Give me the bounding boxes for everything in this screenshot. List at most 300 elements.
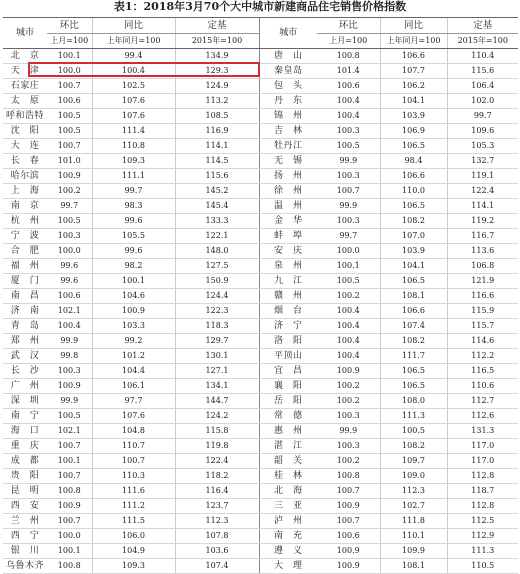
- right-base-cell: 110.6: [447, 379, 518, 394]
- right-mom-cell: 100.9: [317, 364, 380, 379]
- table-row: [3, 349, 518, 364]
- left-base-cell: 107.4: [175, 559, 259, 574]
- left-city-cell: 兰 州: [3, 514, 47, 529]
- right-mom-cell: 99.9: [317, 424, 380, 439]
- left-city-cell: 上 海: [3, 184, 47, 199]
- right-city-cell: 平顶山: [259, 349, 317, 364]
- right-yoy-cell: 108.1: [380, 289, 447, 304]
- right-mom-cell: 100.0: [317, 244, 380, 259]
- right-base-cell: 121.9: [447, 274, 518, 289]
- left-base-cell: 113.2: [175, 94, 259, 109]
- left-mom-cell: 101.0: [47, 154, 92, 169]
- left-city-cell: 南 宁: [3, 409, 47, 424]
- right-yoy-cell: 102.7: [380, 499, 447, 514]
- left-mom-cell: 100.2: [47, 184, 92, 199]
- left-mom-cell: 100.6: [47, 289, 92, 304]
- left-mom-cell: 100.8: [47, 484, 92, 499]
- left-city-cell: 银 川: [3, 544, 47, 559]
- left-mom-cell: 100.0: [47, 529, 92, 544]
- left-city-cell: 宁 波: [3, 229, 47, 244]
- right-base-cell: 112.8: [447, 499, 518, 514]
- left-base-cell: 150.9: [175, 274, 259, 289]
- right-base-cell: 110.5: [447, 559, 518, 574]
- right-mom-cell: 100.4: [317, 319, 380, 334]
- left-mom-cell: 99.9: [47, 334, 92, 349]
- right-mom-cell: 100.3: [317, 439, 380, 454]
- right-base-cell: 110.4: [447, 49, 518, 64]
- right-city-cell: 牡丹江: [259, 139, 317, 154]
- right-base-cell: 105.3: [447, 139, 518, 154]
- left-yoy-cell: 101.2: [92, 349, 175, 364]
- right-yoy-cell: 98.4: [380, 154, 447, 169]
- left-mom-cell: 100.7: [47, 439, 92, 454]
- right-yoy-cell: 108.2: [380, 439, 447, 454]
- right-base-cell: 112.8: [447, 469, 518, 484]
- left-mom-cell: 100.7: [47, 469, 92, 484]
- right-yoy-cell: 107.0: [380, 229, 447, 244]
- left-base-cell: 124.9: [175, 79, 259, 94]
- left-base-cell: 127.1: [175, 364, 259, 379]
- right-base-cell: 99.7: [447, 109, 518, 124]
- left-mom-cell: 100.6: [47, 94, 92, 109]
- table-row: [3, 499, 518, 514]
- fixed-base-right: 2015年=100: [447, 34, 518, 49]
- right-yoy-cell: 111.7: [380, 349, 447, 364]
- left-mom-cell: 99.9: [47, 394, 92, 409]
- table-row: [3, 409, 518, 424]
- right-city-cell: 桂 林: [259, 469, 317, 484]
- right-city-cell: 蚌 埠: [259, 229, 317, 244]
- left-base-cell: 130.1: [175, 349, 259, 364]
- left-yoy-cell: 109.3: [92, 559, 175, 574]
- right-city-cell: 锦 州: [259, 109, 317, 124]
- right-city-cell: 三 亚: [259, 499, 317, 514]
- table-row: [3, 514, 518, 529]
- right-city-cell: 泸 州: [259, 514, 317, 529]
- left-city-cell: 南 昌: [3, 289, 47, 304]
- table-row: [3, 544, 518, 559]
- right-base-cell: 102.0: [447, 94, 518, 109]
- right-yoy-cell: 106.5: [380, 139, 447, 154]
- table-row: [3, 529, 518, 544]
- table-row: [3, 304, 518, 319]
- right-city-cell: 秦皇岛: [259, 64, 317, 79]
- right-mom-cell: 100.2: [317, 379, 380, 394]
- left-yoy-cell: 100.4: [92, 64, 175, 79]
- table-row: [3, 214, 518, 229]
- left-yoy-cell: 102.5: [92, 79, 175, 94]
- right-yoy-cell: 109.7: [380, 454, 447, 469]
- left-base-cell: 134.9: [175, 49, 259, 64]
- right-base-cell: 114.1: [447, 199, 518, 214]
- table-row: [3, 199, 518, 214]
- yoy-base-left: 上年同月=100: [92, 34, 175, 49]
- left-city-cell: 西 安: [3, 499, 47, 514]
- left-base-cell: 114.1: [175, 139, 259, 154]
- left-yoy-cell: 99.2: [92, 334, 175, 349]
- right-mom-cell: 100.7: [317, 514, 380, 529]
- right-city-cell: 济 宁: [259, 319, 317, 334]
- table-row: [3, 334, 518, 349]
- left-city-cell: 济 南: [3, 304, 47, 319]
- right-base-cell: 117.0: [447, 454, 518, 469]
- right-base-cell: 112.9: [447, 529, 518, 544]
- table-row: [3, 244, 518, 259]
- left-base-cell: 116.4: [175, 484, 259, 499]
- table-row: [3, 439, 518, 454]
- right-base-cell: 106.4: [447, 79, 518, 94]
- right-mom-cell: 100.5: [317, 274, 380, 289]
- left-base-cell: 124.2: [175, 409, 259, 424]
- left-yoy-cell: 98.3: [92, 199, 175, 214]
- left-city-cell: 乌鲁木齐: [3, 559, 47, 574]
- left-city-cell: 成 都: [3, 454, 47, 469]
- left-base-cell: 122.3: [175, 304, 259, 319]
- table-body: [3, 49, 518, 574]
- left-yoy-cell: 99.6: [92, 244, 175, 259]
- left-yoy-cell: 104.4: [92, 364, 175, 379]
- right-city-cell: 洛 阳: [259, 334, 317, 349]
- left-yoy-cell: 100.9: [92, 304, 175, 319]
- right-base-cell: 118.7: [447, 484, 518, 499]
- right-mom-cell: 100.4: [317, 349, 380, 364]
- left-mom-cell: 100.9: [47, 499, 92, 514]
- right-city-cell: 常 德: [259, 409, 317, 424]
- left-base-cell: 118.3: [175, 319, 259, 334]
- right-city-cell: 韶 关: [259, 454, 317, 469]
- right-city-cell: 北 海: [259, 484, 317, 499]
- right-mom-cell: 100.3: [317, 169, 380, 184]
- right-base-cell: 106.8: [447, 259, 518, 274]
- left-mom-cell: 100.4: [47, 319, 92, 334]
- left-mom-cell: 100.3: [47, 364, 92, 379]
- left-yoy-cell: 111.2: [92, 499, 175, 514]
- right-yoy-cell: 104.1: [380, 259, 447, 274]
- left-mom-cell: 99.6: [47, 259, 92, 274]
- left-base-cell: 122.4: [175, 454, 259, 469]
- table-row: [3, 379, 518, 394]
- left-mom-cell: 102.1: [47, 424, 92, 439]
- right-yoy-cell: 106.9: [380, 124, 447, 139]
- left-city-cell: 贵 阳: [3, 469, 47, 484]
- table-row: [3, 229, 518, 244]
- right-base-cell: 116.7: [447, 229, 518, 244]
- right-mom-cell: 100.3: [317, 124, 380, 139]
- right-yoy-cell: 109.0: [380, 469, 447, 484]
- left-base-cell: 127.5: [175, 259, 259, 274]
- right-city-cell: 温 州: [259, 199, 317, 214]
- table-row: [3, 94, 518, 109]
- mom-header-left: 环比: [47, 18, 92, 34]
- left-yoy-cell: 109.3: [92, 154, 175, 169]
- right-yoy-cell: 106.5: [380, 379, 447, 394]
- right-base-cell: 117.0: [447, 439, 518, 454]
- right-city-cell: 包 头: [259, 79, 317, 94]
- left-city-cell: 厦 门: [3, 274, 47, 289]
- left-city-cell: 石家庄: [3, 79, 47, 94]
- right-yoy-cell: 104.1: [380, 94, 447, 109]
- right-mom-cell: 100.6: [317, 79, 380, 94]
- left-base-cell: 145.4: [175, 199, 259, 214]
- left-yoy-cell: 100.1: [92, 274, 175, 289]
- left-city-cell: 重 庆: [3, 439, 47, 454]
- right-city-cell: 金 华: [259, 214, 317, 229]
- left-city-cell: 北 京: [3, 49, 47, 64]
- highlight-box: [28, 62, 260, 77]
- right-yoy-cell: 109.9: [380, 544, 447, 559]
- left-yoy-cell: 104.8: [92, 424, 175, 439]
- left-yoy-cell: 104.6: [92, 289, 175, 304]
- right-base-cell: 116.5: [447, 364, 518, 379]
- right-mom-cell: 100.8: [317, 469, 380, 484]
- right-mom-cell: 100.7: [317, 184, 380, 199]
- left-mom-cell: 100.0: [47, 244, 92, 259]
- left-mom-cell: 102.1: [47, 304, 92, 319]
- table-row: [3, 559, 518, 574]
- right-yoy-cell: 111.3: [380, 409, 447, 424]
- right-yoy-cell: 108.2: [380, 334, 447, 349]
- left-mom-cell: 100.9: [47, 169, 92, 184]
- right-yoy-cell: 106.5: [380, 364, 447, 379]
- table-row: [3, 124, 518, 139]
- right-city-cell: 扬 州: [259, 169, 317, 184]
- right-city-cell: 遵 义: [259, 544, 317, 559]
- left-city-cell: 青 岛: [3, 319, 47, 334]
- left-mom-cell: 99.8: [47, 349, 92, 364]
- right-base-cell: 132.7: [447, 154, 518, 169]
- left-yoy-cell: 103.3: [92, 319, 175, 334]
- right-yoy-cell: 106.6: [380, 304, 447, 319]
- right-yoy-cell: 108.2: [380, 214, 447, 229]
- right-base-cell: 119.1: [447, 169, 518, 184]
- left-city-cell: 广 州: [3, 379, 47, 394]
- left-yoy-cell: 98.2: [92, 259, 175, 274]
- table-row: [3, 394, 518, 409]
- right-yoy-cell: 106.5: [380, 199, 447, 214]
- right-city-cell: 湛 江: [259, 439, 317, 454]
- left-yoy-cell: 99.4: [92, 49, 175, 64]
- left-base-cell: 119.8: [175, 439, 259, 454]
- left-mom-cell: 100.3: [47, 229, 92, 244]
- left-base-cell: 115.8: [175, 424, 259, 439]
- left-city-cell: 南 京: [3, 199, 47, 214]
- right-city-cell: 岳 阳: [259, 394, 317, 409]
- right-base-cell: 115.7: [447, 319, 518, 334]
- right-city-cell: 宜 昌: [259, 364, 317, 379]
- table-row: [3, 169, 518, 184]
- left-yoy-cell: 111.6: [92, 484, 175, 499]
- left-base-cell: 122.1: [175, 229, 259, 244]
- left-base-cell: 116.9: [175, 124, 259, 139]
- left-yoy-cell: 106.1: [92, 379, 175, 394]
- right-mom-cell: 100.2: [317, 289, 380, 304]
- left-city-cell: 杭 州: [3, 214, 47, 229]
- right-yoy-cell: 106.6: [380, 49, 447, 64]
- right-city-cell: 无 锡: [259, 154, 317, 169]
- left-city-cell: 西 宁: [3, 529, 47, 544]
- left-base-cell: 148.0: [175, 244, 259, 259]
- left-city-cell: 沈 阳: [3, 124, 47, 139]
- left-mom-cell: 99.6: [47, 274, 92, 289]
- left-mom-cell: 100.5: [47, 409, 92, 424]
- left-base-cell: 144.7: [175, 394, 259, 409]
- table-row: [3, 154, 518, 169]
- left-city-cell: 海 口: [3, 424, 47, 439]
- right-base-cell: 112.5: [447, 514, 518, 529]
- right-mom-cell: 100.8: [317, 49, 380, 64]
- left-yoy-cell: 99.7: [92, 184, 175, 199]
- left-yoy-cell: 107.6: [92, 409, 175, 424]
- left-yoy-cell: 110.3: [92, 469, 175, 484]
- right-city-cell: 安 庆: [259, 244, 317, 259]
- right-mom-cell: 100.9: [317, 544, 380, 559]
- city-header-right: 城市: [259, 18, 317, 49]
- left-mom-cell: 100.8: [47, 559, 92, 574]
- left-yoy-cell: 107.6: [92, 109, 175, 124]
- left-base-cell: 103.6: [175, 544, 259, 559]
- table-row: [3, 274, 518, 289]
- left-city-cell: 天 津: [3, 64, 47, 79]
- right-city-cell: 徐 州: [259, 184, 317, 199]
- left-mom-cell: 100.0: [47, 64, 92, 79]
- right-base-cell: 114.6: [447, 334, 518, 349]
- left-yoy-cell: 111.1: [92, 169, 175, 184]
- left-mom-cell: 100.5: [47, 124, 92, 139]
- right-mom-cell: 100.4: [317, 94, 380, 109]
- left-yoy-cell: 111.5: [92, 514, 175, 529]
- table-row: [3, 139, 518, 154]
- left-mom-cell: 100.7: [47, 139, 92, 154]
- fixed-base-left: 2015年=100: [175, 34, 259, 49]
- left-yoy-cell: 105.5: [92, 229, 175, 244]
- right-mom-cell: 100.9: [317, 559, 380, 574]
- right-yoy-cell: 100.5: [380, 424, 447, 439]
- left-city-cell: 长 沙: [3, 364, 47, 379]
- right-city-cell: 惠 州: [259, 424, 317, 439]
- table-row: [3, 184, 518, 199]
- table-title: 表1：2018年3月70个大中城市新建商品住宅销售价格指数: [113, 0, 407, 13]
- table-row: [3, 109, 518, 124]
- right-yoy-cell: 112.3: [380, 484, 447, 499]
- right-yoy-cell: 103.9: [380, 244, 447, 259]
- left-yoy-cell: 107.6: [92, 94, 175, 109]
- right-yoy-cell: 108.1: [380, 559, 447, 574]
- table-row: [3, 79, 518, 94]
- left-city-cell: 深 圳: [3, 394, 47, 409]
- right-mom-cell: 100.7: [317, 484, 380, 499]
- right-mom-cell: 99.9: [317, 154, 380, 169]
- right-mom-cell: 100.3: [317, 409, 380, 424]
- left-base-cell: 129.7: [175, 334, 259, 349]
- table-row: [3, 484, 518, 499]
- left-mom-cell: 99.7: [47, 199, 92, 214]
- right-mom-cell: 100.1: [317, 259, 380, 274]
- table-row: [3, 454, 518, 469]
- right-yoy-cell: 108.0: [380, 394, 447, 409]
- yoy-base-right: 上年同月=100: [380, 34, 447, 49]
- left-mom-cell: 100.7: [47, 514, 92, 529]
- right-base-cell: 112.6: [447, 409, 518, 424]
- left-yoy-cell: 104.9: [92, 544, 175, 559]
- right-mom-cell: 99.9: [317, 199, 380, 214]
- right-base-cell: 115.6: [447, 64, 518, 79]
- right-mom-cell: 100.3: [317, 214, 380, 229]
- left-mom-cell: 100.9: [47, 379, 92, 394]
- left-city-cell: 合 肥: [3, 244, 47, 259]
- left-base-cell: 118.2: [175, 469, 259, 484]
- right-base-cell: 112.7: [447, 394, 518, 409]
- mom-base-right: 上月=100: [317, 34, 380, 49]
- left-base-cell: 108.5: [175, 109, 259, 124]
- left-base-cell: 114.5: [175, 154, 259, 169]
- left-city-cell: 福 州: [3, 259, 47, 274]
- right-yoy-cell: 106.5: [380, 274, 447, 289]
- right-mom-cell: 100.2: [317, 454, 380, 469]
- table-row: [3, 364, 518, 379]
- right-base-cell: 112.2: [447, 349, 518, 364]
- left-mom-cell: 100.5: [47, 109, 92, 124]
- table-row: [3, 259, 518, 274]
- left-yoy-cell: 110.7: [92, 439, 175, 454]
- right-base-cell: 111.3: [447, 544, 518, 559]
- left-mom-cell: 100.1: [47, 49, 92, 64]
- left-base-cell: 123.7: [175, 499, 259, 514]
- left-city-cell: 武 汉: [3, 349, 47, 364]
- right-base-cell: 119.2: [447, 214, 518, 229]
- base-header-right: 定基: [447, 18, 518, 34]
- right-yoy-cell: 106.2: [380, 79, 447, 94]
- left-mom-cell: 100.1: [47, 544, 92, 559]
- right-mom-cell: 99.7: [317, 229, 380, 244]
- price-index-table: [3, 17, 518, 574]
- right-yoy-cell: 107.7: [380, 64, 447, 79]
- left-city-cell: 太 原: [3, 94, 47, 109]
- table-row: [3, 424, 518, 439]
- right-city-cell: 南 充: [259, 529, 317, 544]
- left-base-cell: 134.1: [175, 379, 259, 394]
- left-mom-cell: 100.7: [47, 79, 92, 94]
- left-yoy-cell: 97.7: [92, 394, 175, 409]
- right-city-cell: 吉 林: [259, 124, 317, 139]
- left-city-cell: 大 连: [3, 139, 47, 154]
- right-mom-cell: 100.6: [317, 529, 380, 544]
- right-city-cell: 大 理: [259, 559, 317, 574]
- right-yoy-cell: 106.6: [380, 169, 447, 184]
- left-yoy-cell: 106.0: [92, 529, 175, 544]
- right-mom-cell: 100.4: [317, 334, 380, 349]
- right-yoy-cell: 110.1: [380, 529, 447, 544]
- right-mom-cell: 100.4: [317, 304, 380, 319]
- yoy-header-right: 同比: [380, 18, 447, 34]
- yoy-header-left: 同比: [92, 18, 175, 34]
- right-mom-cell: 101.4: [317, 64, 380, 79]
- mom-header-right: 环比: [317, 18, 380, 34]
- table-row: [3, 289, 518, 304]
- right-base-cell: 113.6: [447, 244, 518, 259]
- left-base-cell: 133.3: [175, 214, 259, 229]
- right-base-cell: 109.6: [447, 124, 518, 139]
- right-base-cell: 115.9: [447, 304, 518, 319]
- left-base-cell: 145.2: [175, 184, 259, 199]
- left-yoy-cell: 111.4: [92, 124, 175, 139]
- right-base-cell: 131.3: [447, 424, 518, 439]
- left-yoy-cell: 99.6: [92, 214, 175, 229]
- left-base-cell: 115.6: [175, 169, 259, 184]
- left-yoy-cell: 110.8: [92, 139, 175, 154]
- right-base-cell: 122.4: [447, 184, 518, 199]
- left-city-cell: 昆 明: [3, 484, 47, 499]
- table-row: [3, 319, 518, 334]
